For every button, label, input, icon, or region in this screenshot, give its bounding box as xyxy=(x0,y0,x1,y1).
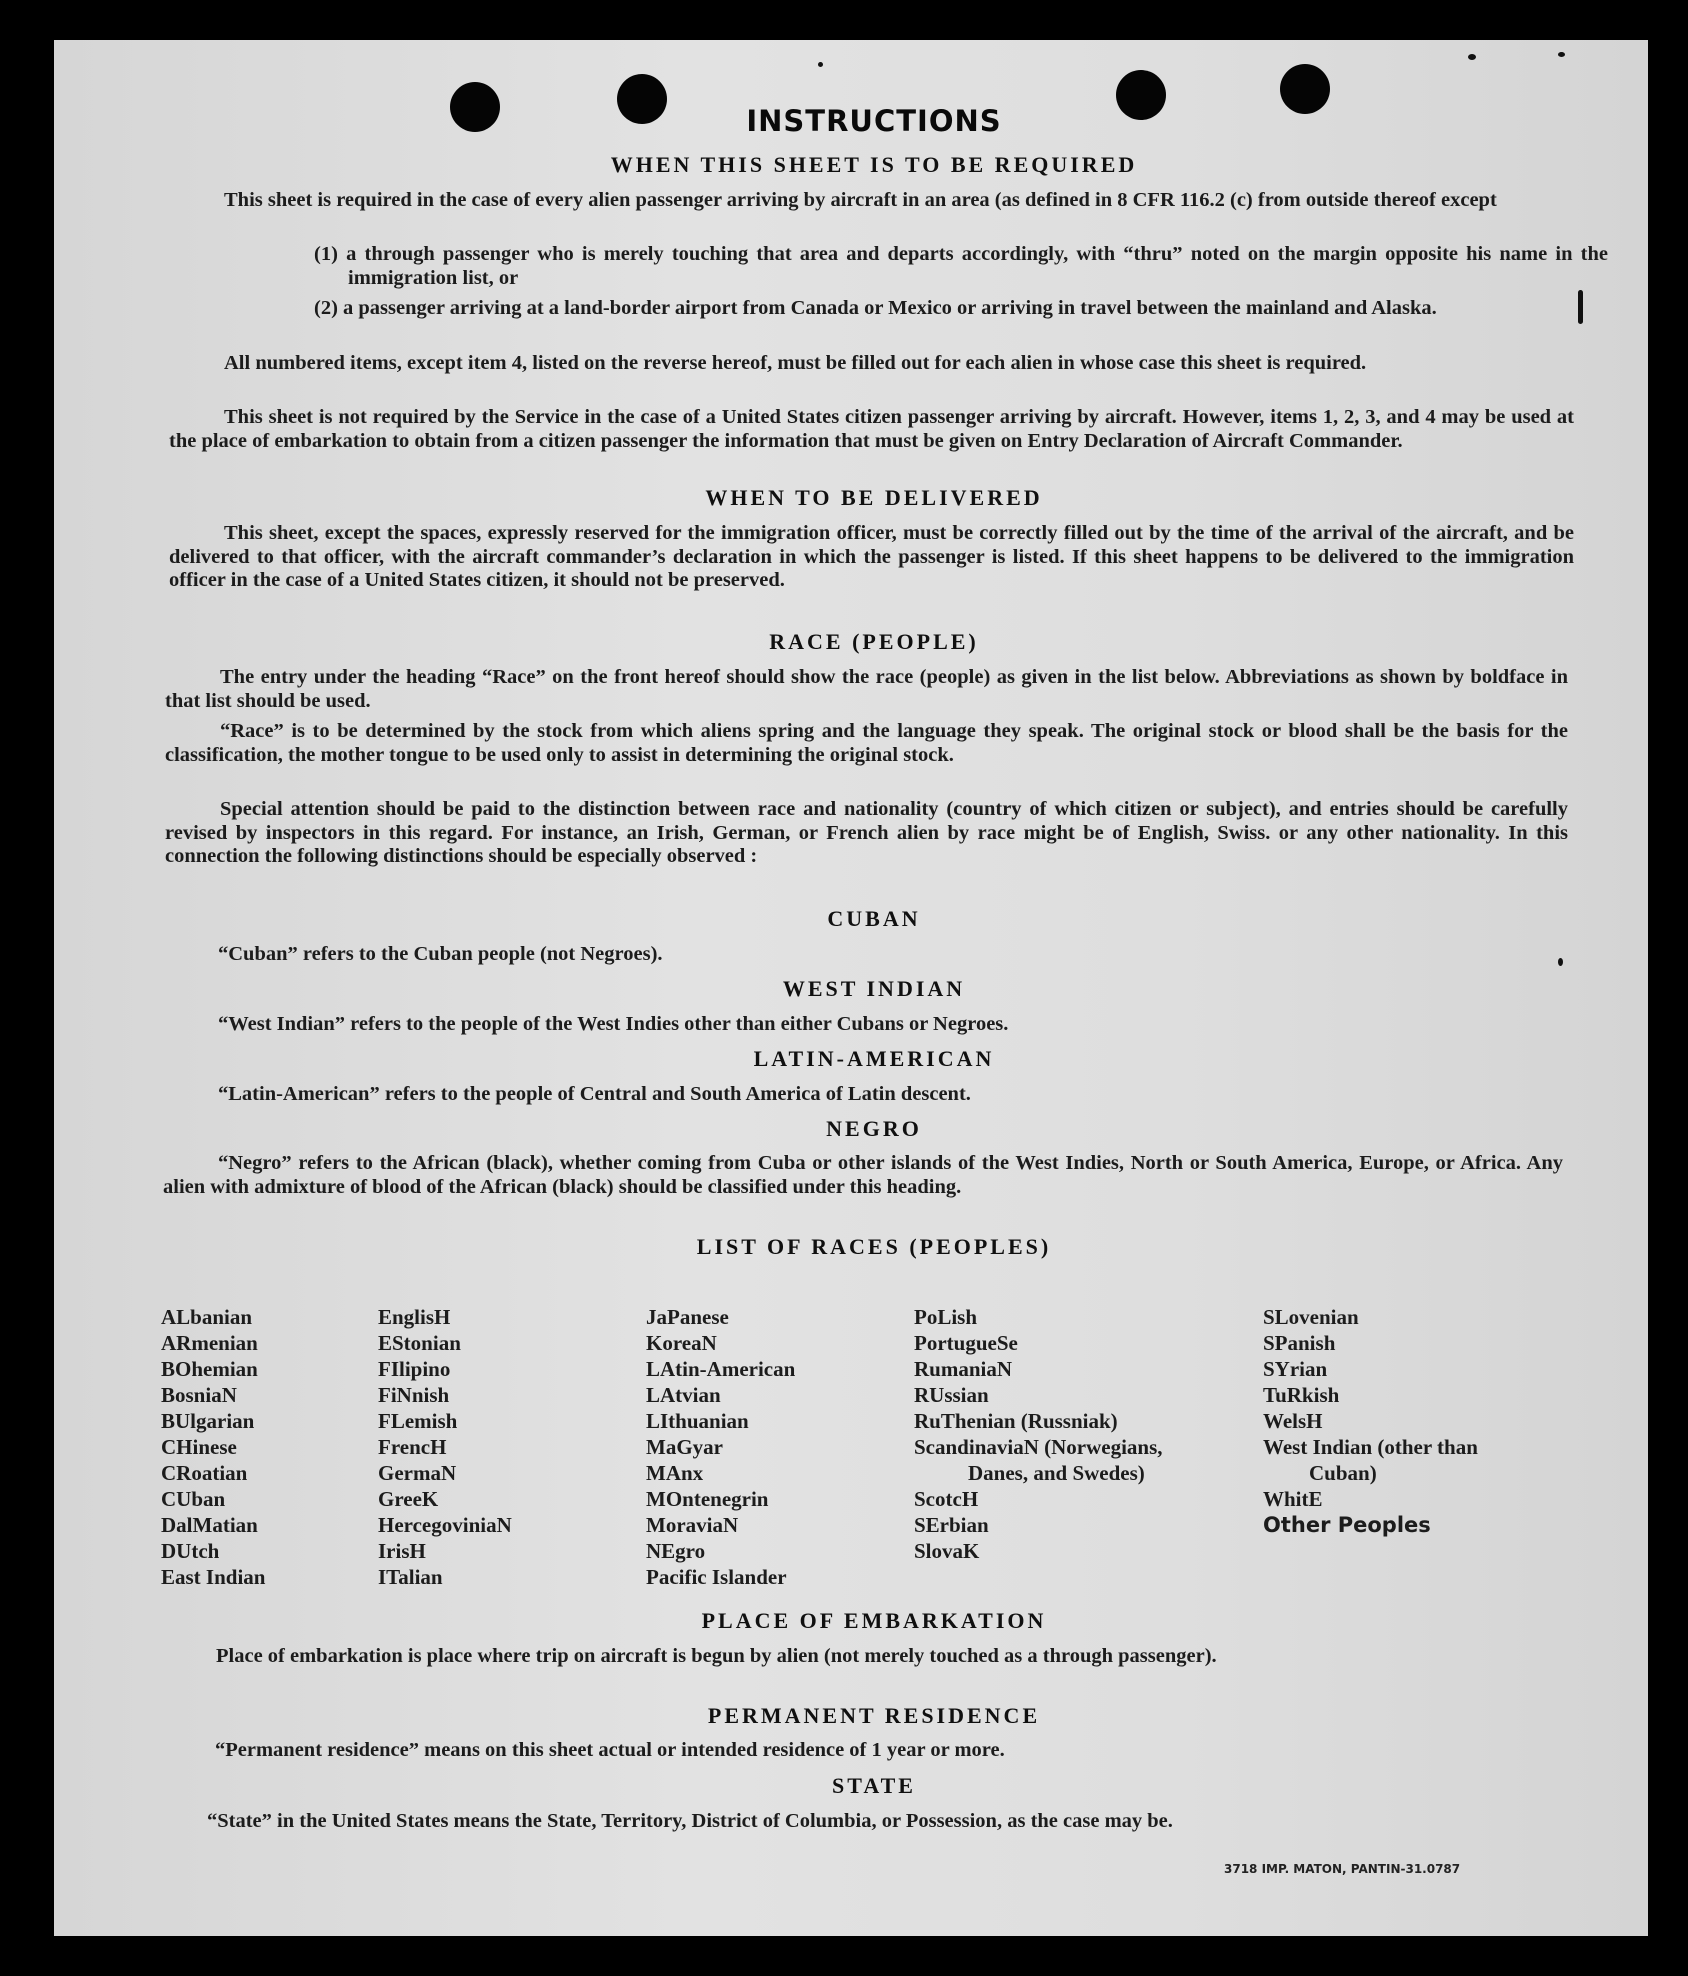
race-entry: Other Peoples xyxy=(1263,1513,1431,1537)
race-entry: SLovenian xyxy=(1263,1305,1359,1329)
section-heading-state: STATE xyxy=(832,1773,916,1798)
race-entry: East Indian xyxy=(161,1565,266,1589)
race-entry: FLemish xyxy=(378,1409,458,1433)
race-entry: MOntenegrin xyxy=(646,1487,769,1511)
paragraph: Special attention should be paid to the distinction between race and nationality (country of which citizen or subject), and entries should be carefully revised by inspectors in this regard. For instance, an Irish, German, or French alien by race might be of English, Swiss. or any other nationality. In this connection the following distinctions should be especially observed : xyxy=(165,798,1568,867)
race-entry: BosniaN xyxy=(161,1383,237,1407)
race-entry: TuRkish xyxy=(1263,1383,1340,1407)
race-entry: EnglisH xyxy=(378,1305,451,1329)
race-entry: BOhemian xyxy=(161,1357,258,1381)
paragraph: This sheet is not required by the Service in the case of a United States citizen passenger arriving by aircraft. However, items 1, 2, 3, and 4 may be used at the place of embarkation to obtain from a citizen passenger the information that must be given on Entry Declaration of Aircraft Commander. xyxy=(169,406,1574,452)
races-column-5 xyxy=(1263,1304,1503,1538)
speck xyxy=(1558,52,1565,57)
document-page xyxy=(54,40,1648,1936)
race-entry: WelsH xyxy=(1263,1409,1323,1433)
race-entry: ScotcH xyxy=(914,1487,979,1511)
paragraph: The entry under the heading “Race” on the front hereof should show the race (people) as given in the list below. Abbreviations as shown by boldface in that list should be used. xyxy=(165,666,1568,712)
race-entry: West Indian (other than Cuban) xyxy=(1263,1435,1478,1485)
race-entry: JaPanese xyxy=(646,1305,729,1329)
race-entry: ScandinaviaN (Norwegians, Danes, and Swedes) xyxy=(914,1435,1163,1485)
race-entry: LAtin-American xyxy=(646,1357,796,1381)
race-entry: FiNnish xyxy=(378,1383,450,1407)
paragraph: “Latin-American” refers to the people of Central and South America of Latin descent. xyxy=(218,1083,971,1105)
race-entry: EStonian xyxy=(378,1331,461,1355)
race-entry: PortugueSe xyxy=(914,1331,1018,1355)
race-entry: SYrian xyxy=(1263,1357,1328,1381)
race-entry: PoLish xyxy=(914,1305,978,1329)
section-heading-permanent-residence: PERMANENT RESIDENCE xyxy=(707,1703,1041,1728)
race-entry: NEgro xyxy=(646,1539,706,1563)
race-entry: FIlipino xyxy=(378,1357,451,1381)
paragraph: “Cuban” refers to the Cuban people (not Negroes). xyxy=(218,943,663,965)
paragraph: “State” in the United States means the State, Territory, District of Columbia, or Possession, as the case may be. xyxy=(207,1810,1173,1832)
races-column-3 xyxy=(646,1304,795,1590)
paragraph: This sheet is required in the case of every alien passenger arriving by aircraft in an area (as defined in 8 CFR 116.2 (c) from outside thereof except xyxy=(224,189,1497,211)
race-entry: ARmenian xyxy=(161,1331,258,1355)
race-entry: DUtch xyxy=(161,1539,220,1563)
paragraph: “Permanent residence” means on this sheet actual or intended residence of 1 year or more. xyxy=(215,1739,1005,1761)
race-entry: LAtvian xyxy=(646,1383,721,1407)
section-heading-latin-american: LATIN-AMERICAN xyxy=(753,1046,995,1071)
race-entry: BUlgarian xyxy=(161,1409,255,1433)
race-entry: WhitE xyxy=(1263,1487,1323,1511)
race-entry: GermaN xyxy=(378,1461,457,1485)
race-entry: Pacific Islander xyxy=(646,1565,787,1589)
race-entry: SPanish xyxy=(1263,1331,1336,1355)
paragraph: Place of embarkation is place where trip on aircraft is begun by alien (not merely touched as a through passenger). xyxy=(216,1645,1217,1667)
list-item: (2) a passenger arriving at a land-border airport from Canada or Mexico or arriving in travel between the mainland and Alaska. xyxy=(314,297,1437,319)
race-entry: SlovaK xyxy=(914,1539,980,1563)
race-entry: IrisH xyxy=(378,1539,426,1563)
paragraph: “West Indian” refers to the people of the West Indies other than either Cubans or Negroes. xyxy=(218,1013,1009,1035)
race-entry: CUban xyxy=(161,1487,226,1511)
paragraph: “Negro” refers to the African (black), whether coming from Cuba or other islands of the West Indies, North or South America, Europe, or Africa. Any alien with admixture of blood of the African (black) should be classified under this heading. xyxy=(163,1152,1563,1198)
race-entry: RuThenian (Russniak) xyxy=(914,1409,1118,1433)
race-entry: LIthuanian xyxy=(646,1409,749,1433)
section-heading-embarkation: PLACE OF EMBARKATION xyxy=(701,1608,1047,1633)
section-heading-required: WHEN THIS SHEET IS TO BE REQUIRED xyxy=(610,152,1138,177)
race-entry: FrencH xyxy=(378,1435,447,1459)
paragraph: “Race” is to be determined by the stock from which aliens spring and the language they speak. The original stock or blood shall be the basis for the classification, the mother tongue to be used only to assist in determining the original stock. xyxy=(165,720,1568,766)
races-column-4 xyxy=(914,1304,1214,1564)
page-title: INSTRUCTIONS xyxy=(746,104,1002,138)
paragraph: All numbered items, except item 4, listed on the reverse hereof, must be filled out for each alien in whose case this sheet is required. xyxy=(224,352,1367,374)
printer-imprint: 3718 IMP. MATON, PANTIN-31.0787 xyxy=(1224,1862,1461,1876)
speck xyxy=(818,62,823,67)
race-entry: RumaniaN xyxy=(914,1357,1013,1381)
race-entry: HercegoviniaN xyxy=(378,1513,512,1537)
section-heading-negro: NEGRO xyxy=(826,1116,922,1141)
race-entry: RUssian xyxy=(914,1383,989,1407)
section-heading-list-of-races: LIST OF RACES (PEOPLES) xyxy=(696,1234,1052,1259)
race-entry: MaGyar xyxy=(646,1435,723,1459)
race-entry: ITalian xyxy=(378,1565,443,1589)
race-entry: CRoatian xyxy=(161,1461,248,1485)
races-column-1 xyxy=(161,1304,265,1590)
race-entry: SErbian xyxy=(914,1513,989,1537)
race-entry: MAnx xyxy=(646,1461,704,1485)
list-item: (1) a through passenger who is merely touching that area and departs accordingly, with “thru” noted on the margin opposite his name in the immigration list, or xyxy=(314,243,1608,289)
race-entry: GreeK xyxy=(378,1487,439,1511)
section-heading-delivered: WHEN TO BE DELIVERED xyxy=(705,485,1043,510)
section-heading-cuban: CUBAN xyxy=(827,906,921,931)
race-entry: MoraviaN xyxy=(646,1513,739,1537)
section-heading-west-indian: WEST INDIAN xyxy=(782,976,966,1001)
races-column-2 xyxy=(378,1304,512,1590)
race-entry: ALbanian xyxy=(161,1305,253,1329)
section-heading-race: RACE (PEOPLE) xyxy=(769,629,979,654)
race-entry: CHinese xyxy=(161,1435,237,1459)
paragraph: This sheet, except the spaces, expressly reserved for the immigration officer, must be correctly filled out by the time of the arrival of the aircraft, and be delivered to that officer, with the aircraft commander’s declaration in which the passenger is listed. If this sheet happens to be delivered to the immigration officer in the case of a United States citizen, it should not be preserved. xyxy=(169,522,1574,591)
race-entry: DalMatian xyxy=(161,1513,258,1537)
speck xyxy=(1468,54,1476,60)
race-entry: KoreaN xyxy=(646,1331,717,1355)
